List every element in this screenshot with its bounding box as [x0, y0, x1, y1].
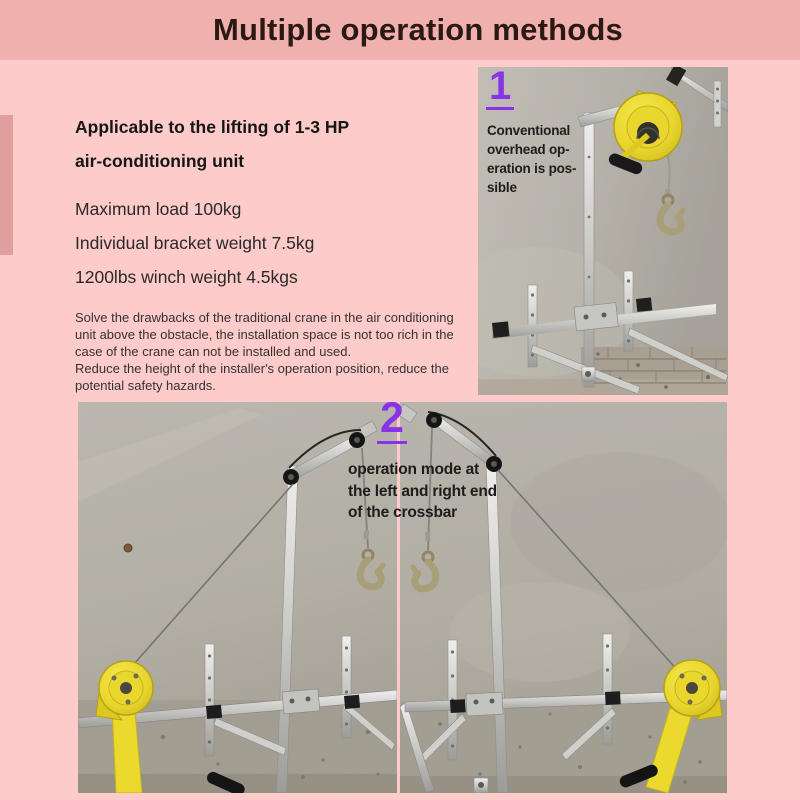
pulley: [349, 432, 365, 448]
accent-square: [0, 115, 13, 255]
figure1-photo: [478, 67, 728, 395]
figure2-caption: operation mode at the left and right end of the crossbar: [348, 461, 497, 521]
page-title: Multiple operation methods: [213, 12, 623, 47]
crane-pole: [584, 113, 594, 387]
intro-text-block: [75, 110, 473, 394]
intro-heading-line2: air-conditioning unit: [75, 151, 245, 171]
figure1-caption: Conventional overhead op- eration is pos- sible: [487, 123, 577, 195]
spec-winch-weight: 1200lbs winch weight 4.5kgs: [75, 267, 298, 287]
title-banner: [0, 0, 800, 60]
pulley: [426, 412, 442, 428]
spec-bracket-weight: Individual bracket weight 7.5kg: [75, 233, 315, 253]
pulley: [283, 469, 299, 485]
intro-paragraph-2: Reduce the height of the installer's operation position, reduce the potential safety hazards.: [75, 361, 449, 393]
intro-paragraph-1: Solve the drawbacks of the traditional crane in the air conditioning unit above the obstacle, the installation space is not too rich in the case of the crane can not be installed and used.: [75, 310, 454, 359]
spec-max-load: Maximum load 100kg: [75, 199, 242, 219]
intro-heading-line1: Applicable to the lifting of 1-3 HP: [75, 117, 350, 137]
figure2-number: 2: [377, 397, 407, 444]
figure1-number: 1: [486, 66, 514, 110]
